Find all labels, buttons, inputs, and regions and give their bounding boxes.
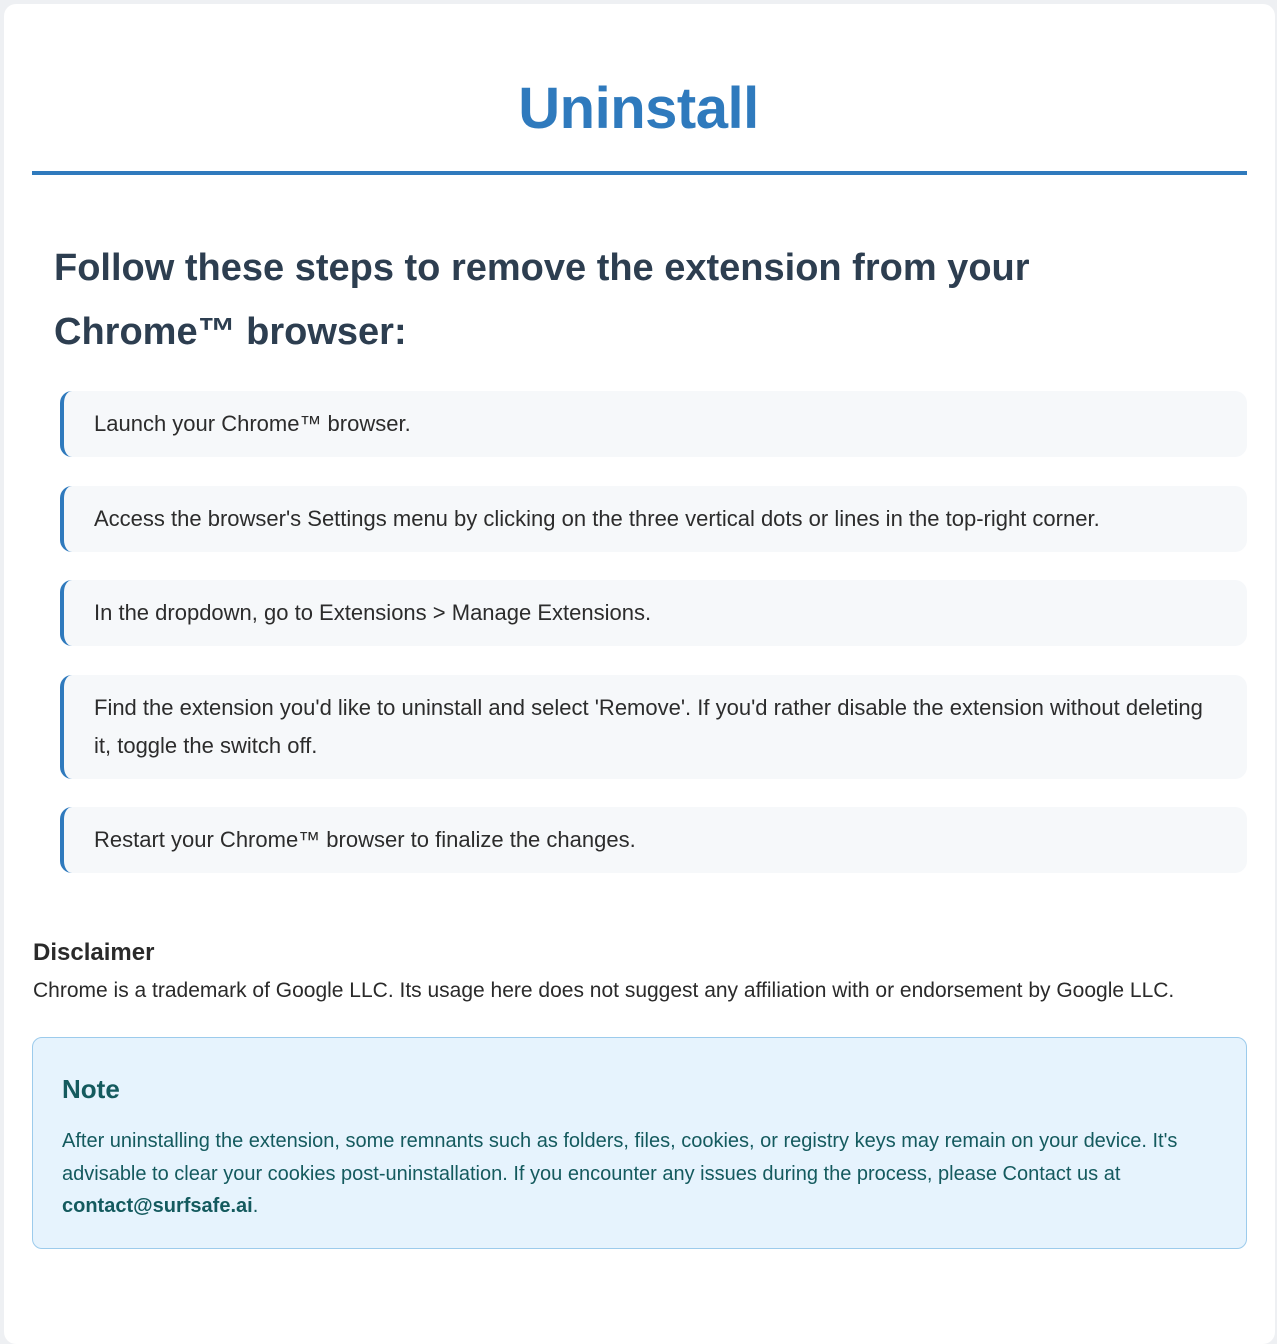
page-title: Uninstall — [518, 76, 759, 141]
contact-email-link[interactable]: contact@surfsafe.ai — [62, 1195, 253, 1217]
note-box — [32, 1037, 1247, 1249]
title-divider — [32, 171, 1247, 175]
step-text: Access the browser's Settings menu by clicking on the three vertical dots or lines in the top-right corner. — [94, 506, 1100, 531]
step-text: Find the extension you'd like to uninstall and select 'Remove'. If you'd rather disable the extension without deleting it, toggle the switch off. — [94, 695, 1203, 758]
disclaimer-title: Disclaimer — [33, 939, 155, 966]
step-item-4 — [60, 675, 1247, 779]
step-text: In the dropdown, go to Extensions > Manage Extensions. — [94, 600, 652, 625]
step-item-3 — [60, 580, 1247, 646]
step-item-1 — [60, 391, 1247, 457]
note-title: Note — [62, 1074, 120, 1104]
step-item-2 — [60, 486, 1247, 552]
steps-heading: Follow these steps to remove the extension from your Chrome™ browser: — [54, 247, 1030, 353]
disclaimer-text: Chrome is a trademark of Google LLC. Its usage here does not suggest any affiliation with or endorsement by Google LLC. — [33, 979, 1175, 1002]
note-text-end: . — [252, 1195, 259, 1217]
step-item-5 — [60, 807, 1247, 873]
step-text: Launch your Chrome™ browser. — [94, 411, 411, 436]
step-text: Restart your Chrome™ browser to finalize the changes. — [94, 827, 636, 852]
note-text — [62, 1125, 1222, 1223]
note-text-body: After uninstalling the extension, some remnants such as folders, files, cookies, or registry keys may remain on your device. It's advisable to clear your cookies post-uninstallation. If you encounter any issues during the process, please Contact us at — [62, 1130, 1178, 1185]
